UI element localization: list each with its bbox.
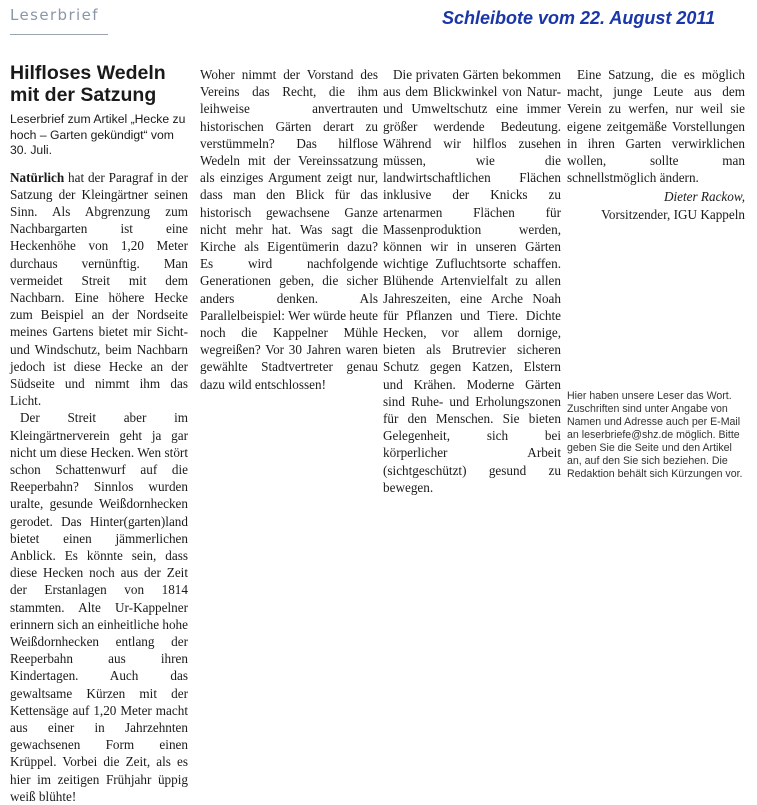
kicker-underline bbox=[10, 34, 108, 35]
article-column-4 bbox=[567, 66, 745, 223]
section-kicker: Leserbrief bbox=[10, 6, 99, 24]
article-subline: Leserbrief zum Artikel „Hecke zu hoch – Garten gekündigt“ vom 30. Juli. bbox=[10, 112, 186, 157]
paragraph-2: Der Streit aber im Kleingärtnerverein geht ja gar nicht um diese Hecken. Wen stört schon Schattenwurf auf die Reeperbahn? Sinnlos wurden uralte, gesunde Weißdornhecken gerodet. Das Hinter(garten)land bietet einen jämmerlichen Anblick. Es könnte sein, dass diese Hecken noch aus der Zeit der Erstanlagen von 1814 stammten. Alte Ur-Kappelner erinnern sich an einheitliche hohe Weißdornhecken entlang der Reeperbahn aus ihren Kindertagen. Auch das gewaltsame Kürzen mit der Kettensäge auf 1,20 Meter macht aus einer in Jahrzehnten gewachsenen Form einen Krüppel. Vorbei die Zeit, als es hier im zeitigen Frühjahr üppig weiß blühte! bbox=[10, 410, 188, 804]
editor-note: Hier haben unsere Leser das Wort. Zuschriften sind unter Angabe von Namen und Adresse auch per E-Mail an leserbriefe@shz.de möglich. Bitte geben Sie die Seite und den Artikel an, auf den Sie sich beziehen. Die Redaktion behält sich Kürzungen vor. bbox=[567, 390, 743, 480]
author-name: Dieter Rackow, bbox=[663, 189, 745, 205]
author-role: Vorsitzender, IGU Kappeln bbox=[601, 206, 745, 222]
paragraph-5: Eine Satzung, die es möglich macht, junge Leute aus dem Verein zu werfen, nur weil sie eigene zeitgemäße Vorstellungen in ihren Garten verwirklichen wollen, sollte man schnellstmöglich ändern. bbox=[567, 67, 745, 186]
paragraph-3: Woher nimmt der Vorstand des Vereins das Recht, die ihm leihweise anvertrauten historischen Gärten derart zu verstümmeln? Das hilflose Wedeln mit der Vereinssatzung als einziges Argument zeigt nur, dass man den Blick für das historisch gewachsene Ganze nicht mehr hat. Was sagt die Kirche als Eigentümerin dazu? Es wird nachfolgende Generationen geben, die sicher anders denken. Als Parallelbeispiel: Wer würde heute noch die Kappelner Mühle wegreißen? Vor 30 Jahren waren gewählte Stadtvertreter genau dazu wild entschlossen! bbox=[200, 67, 378, 392]
paragraph-1 bbox=[10, 169, 188, 410]
newspaper-date-caption: Schleibote vom 22. August 2011 bbox=[442, 8, 716, 28]
article-column-1 bbox=[10, 62, 188, 805]
article-column-3 bbox=[383, 66, 561, 496]
paragraph-4: Die privaten Gärten bekommen aus dem Blickwinkel von Natur- und Umweltschutz eine immer größer werdende Bedeutung. Während wir hilflos zusehen müssen, wie die landwirtschaftlichen Flächen inklusive der Knicks zu artenarmen Flächen für Massenproduktion werden, können wir in unseren Gärten wichtige Zufluchtsorte schaffen. Blühende Artenvielfalt zu allen Jahreszeiten, eine Arche Noah für Pflanzen und Tiere. Dichte Hecken, vor allem dornige, bieten als Brutrevier sicheren Schutz gegen Katzen, Elstern und Krähen. Moderne Gärten sind Ruhe- und Erholungszonen für den Menschen. Sie bieten Gelegenheit, sich bei körperlicher Arbeit (sichtgeschützt) gesund zu bewegen. bbox=[383, 67, 561, 495]
paragraph-1-text: hat der Paragraf in der Satzung der Kleingärtner seinen Sinn. Als Abgrenzung zum Nachbargarten ist eine Heckenhöhe von 1,20 Meter durchaus vernünftig. Man vermeidet Streit mit dem Nachbarn. Eine höhere Hecke zum Beispiel an der Nordseite meines Gartens bietet mir Sicht- und Windschutz, beim Nachbarn jedoch ist diese Hecke an der Südseite und nimmt ihm das Licht. bbox=[10, 169, 188, 409]
lead-word: Natürlich bbox=[10, 169, 65, 185]
article-headline: Hilfloses Wedeln mit der Satzung bbox=[10, 62, 166, 106]
article-column-2 bbox=[200, 66, 378, 393]
